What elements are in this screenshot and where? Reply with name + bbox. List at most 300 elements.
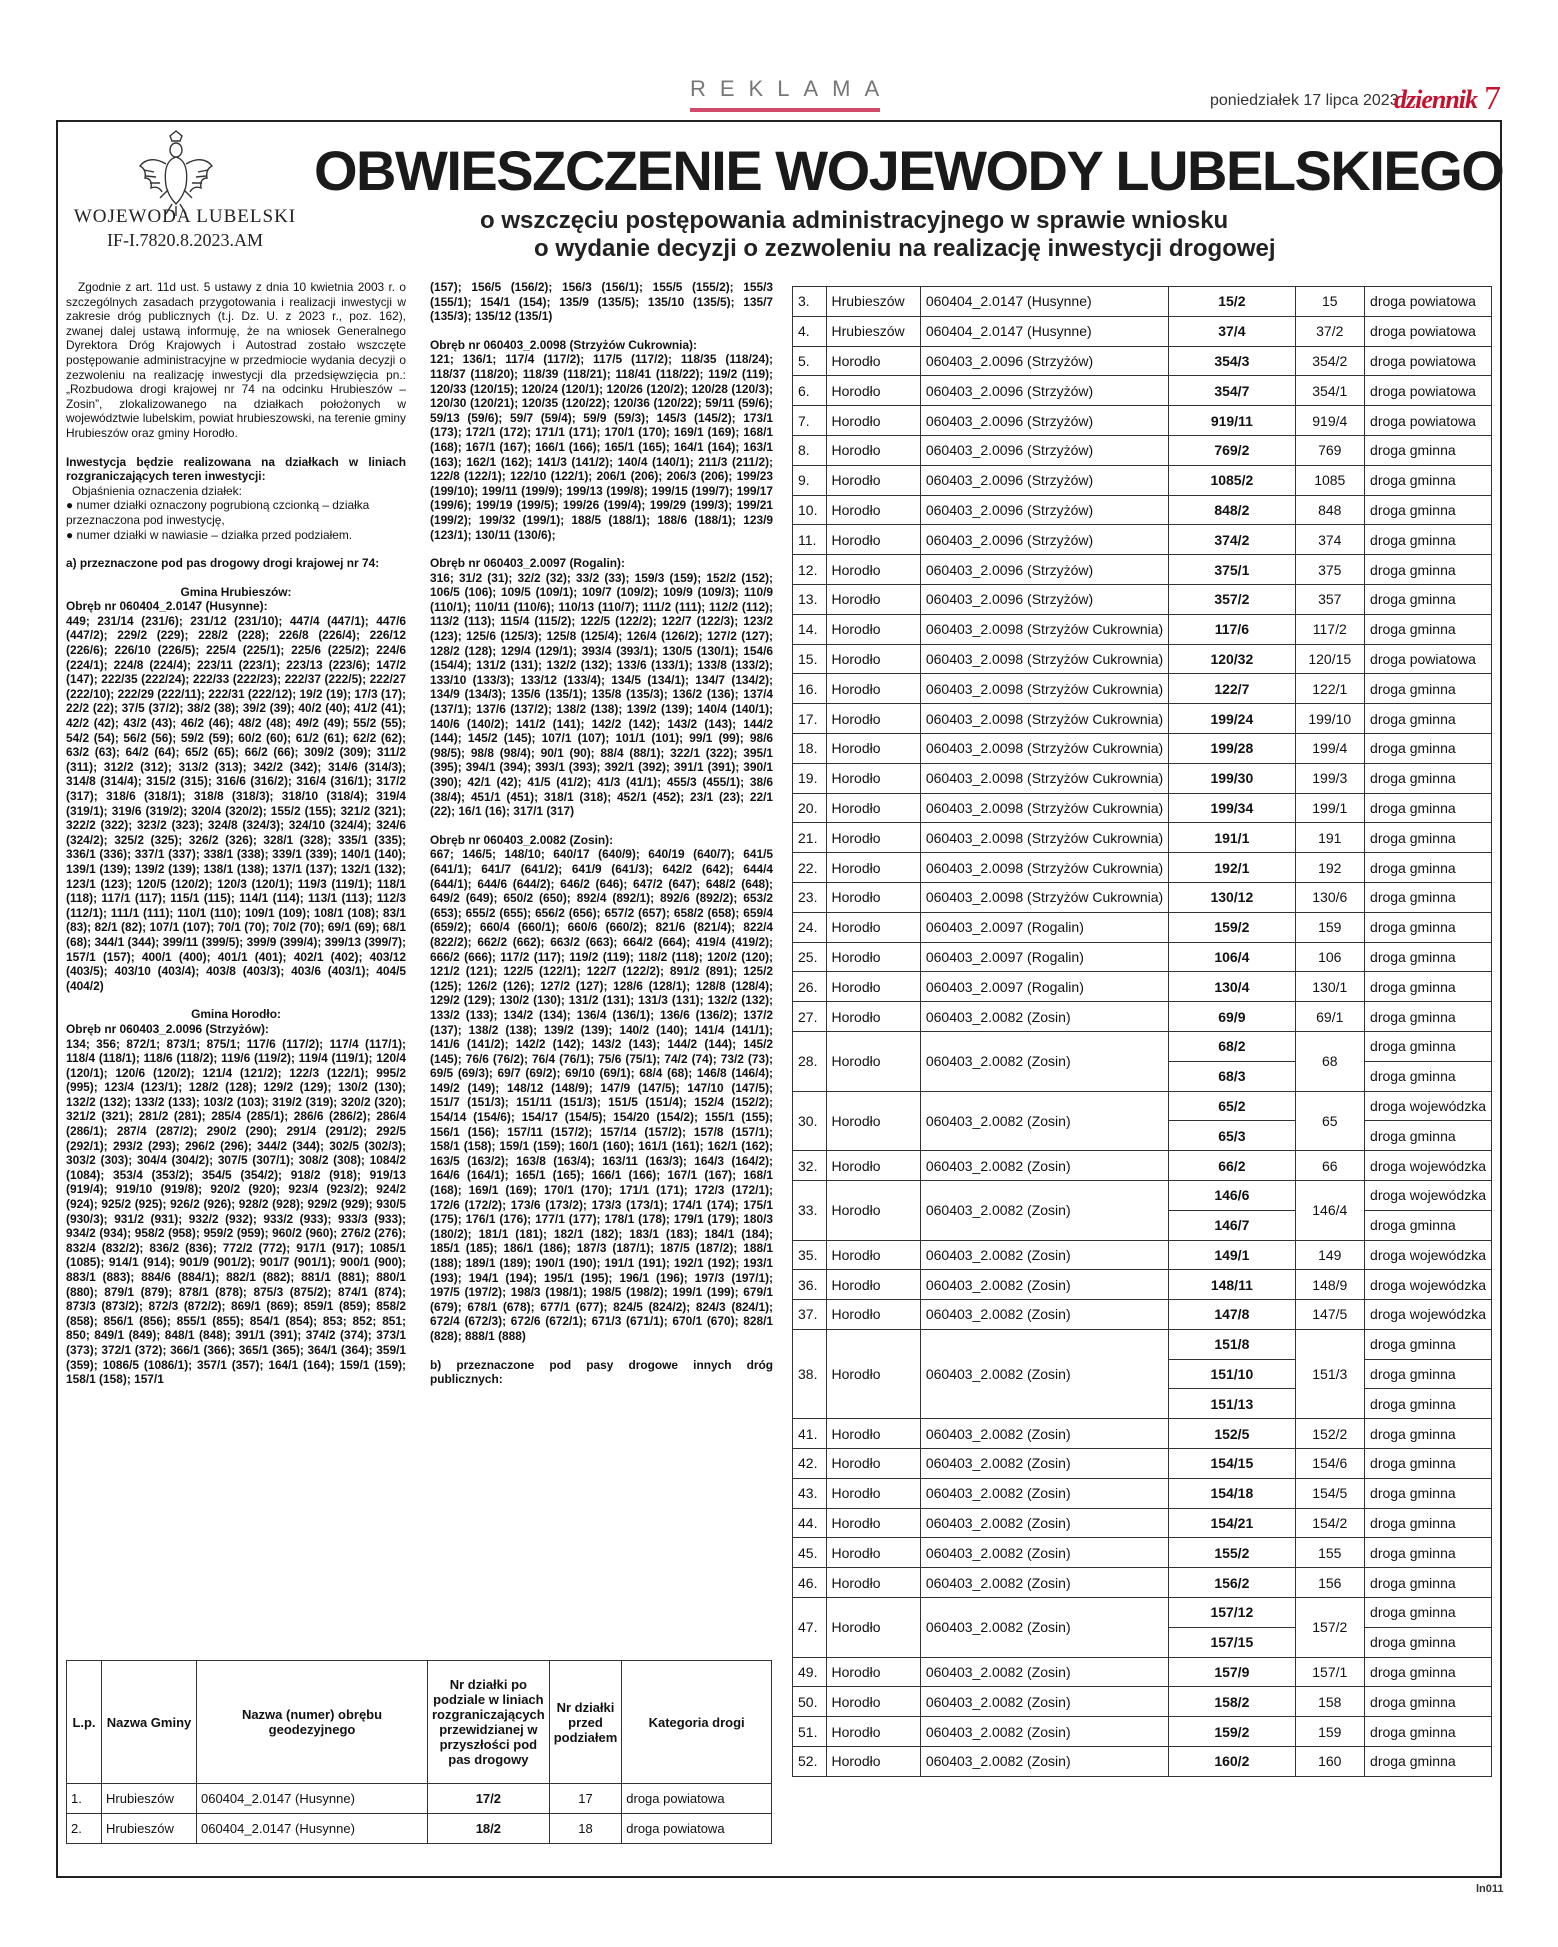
cell-lp: 14. bbox=[793, 614, 827, 644]
cell-obreb: 060403_2.0096 (Strzyżów) bbox=[920, 435, 1168, 465]
cell-nr-po: 192/1 bbox=[1169, 853, 1295, 883]
cell-nr-przed: 375 bbox=[1295, 555, 1365, 585]
cell-kategoria: droga gminna bbox=[1365, 882, 1492, 912]
cell-nr-przed: 191 bbox=[1295, 823, 1365, 853]
cell-nr-po: 117/6 bbox=[1169, 614, 1295, 644]
cell-kategoria: droga gminna bbox=[1365, 614, 1492, 644]
cell-nr-przed: 374 bbox=[1295, 525, 1365, 555]
cell-nr-przed: 154/5 bbox=[1295, 1478, 1365, 1508]
table-row bbox=[793, 376, 1492, 406]
cell-gmina: Horodło bbox=[826, 1478, 920, 1508]
invest-heading: Inwestycja będzie realizowana na działkach w liniach rozgraniczających teren inwestycji: bbox=[66, 454, 406, 484]
cell-nr-przed: 151/3 bbox=[1295, 1329, 1365, 1418]
page-header bbox=[0, 0, 1558, 118]
cell-nr-po: 66/2 bbox=[1169, 1151, 1295, 1181]
cell-gmina: Horodło bbox=[826, 346, 920, 376]
table-row bbox=[793, 406, 1492, 436]
cell-lp: 47. bbox=[793, 1598, 827, 1658]
cell-gmina: Horodło bbox=[826, 1657, 920, 1687]
cell-nr-przed: 152/2 bbox=[1295, 1419, 1365, 1449]
parcels-strzyzow-cukrownia: 121; 136/1; 117/4 (117/2); 117/5 (117/2); 118/35 (118/24); 118/37 (118/20); 118/39 (118/21); 118/41 (118/22); 119/2 (119); 120/33 (120/15); 120/24 (120/1); 120/26 (120/2); 120/28 (120/3); 120/30 (120/21); 120/35 (120/22); 120/36 (120/22); 59/11 (59/6); 59/13 (59/6); 59/7 (59/4); 59/9 (59/3); 145/3 (145/2); 173/1 (173); 172/1 (172); 171/1 (171); 170/1 (170); 169/1 (169); 168/1 (168); 167/1 (167); 166/1 (166); 165/1 (165); 164/1 (164); 163/1 (163); 162/1 (162); 141/3 (141/2); 140/4 (140/1); 211/3 (211/2); 122/8 (122/1); 122/10 (122/1); 206/1 (206); 206/3 (206); 199/23 (199/10); 199/11 (199/9); 199/13 (199/8); 199/15 (199/7); 199/17 (199/6); 199/19 (199/5); 199/26 (199/4); 199/29 (199/3); 199/21 (199/2); 199/32 (199/1); 188/5 (188/1); 188/6 (188/1); 123/9 (123/1); 130/11 (130/6); bbox=[430, 352, 773, 542]
cell-kategoria: droga gminna bbox=[1365, 1419, 1492, 1449]
cell-obreb: 060403_2.0098 (Strzyżów Cukrownia) bbox=[920, 614, 1168, 644]
cell-gmina: Horodło bbox=[826, 1747, 920, 1777]
table-row bbox=[793, 1657, 1492, 1687]
table-row bbox=[793, 1329, 1492, 1359]
cell-gmina: Hrubieszów bbox=[102, 1814, 197, 1844]
cell-nr-po: 68/2 bbox=[1169, 1031, 1295, 1061]
cell-obreb: 060403_2.0082 (Zosin) bbox=[920, 1478, 1168, 1508]
cell-nr-po: 156/2 bbox=[1169, 1568, 1295, 1598]
cell-kategoria: droga gminna bbox=[1365, 555, 1492, 585]
cell-lp: 21. bbox=[793, 823, 827, 853]
cell-nr-przed: 18 bbox=[549, 1814, 622, 1844]
cell-nr-przed: 154/6 bbox=[1295, 1449, 1365, 1479]
cell-nr-przed: 769 bbox=[1295, 435, 1365, 465]
cell-nr-po: 159/2 bbox=[1169, 1717, 1295, 1747]
table-row bbox=[793, 1002, 1492, 1032]
table-row bbox=[793, 465, 1492, 495]
cell-obreb: 060403_2.0096 (Strzyżów) bbox=[920, 346, 1168, 376]
notice-title: OBWIESZCZENIE WOJEWODY LUBELSKIEGO bbox=[314, 139, 1504, 202]
cell-lp: 41. bbox=[793, 1419, 827, 1449]
parcel-table-2 bbox=[792, 286, 1492, 1777]
cell-obreb: 060403_2.0096 (Strzyżów) bbox=[920, 525, 1168, 555]
cell-obreb: 060403_2.0082 (Zosin) bbox=[920, 1568, 1168, 1598]
cell-nr-po: 18/2 bbox=[428, 1814, 550, 1844]
cell-lp: 17. bbox=[793, 704, 827, 734]
cell-nr-po: 157/12 bbox=[1169, 1598, 1295, 1628]
cell-gmina: Horodło bbox=[826, 1091, 920, 1151]
cell-obreb: 060403_2.0097 (Rogalin) bbox=[920, 912, 1168, 942]
cell-nr-po: 130/12 bbox=[1169, 882, 1295, 912]
cell-obreb: 060403_2.0096 (Strzyżów) bbox=[920, 465, 1168, 495]
cell-kategoria: droga wojewódzka bbox=[1365, 1300, 1492, 1330]
cell-lp: 33. bbox=[793, 1180, 827, 1240]
cell-kategoria: droga gminna bbox=[1365, 1717, 1492, 1747]
cell-obreb: 060404_2.0147 (Husynne) bbox=[197, 1784, 428, 1814]
cell-lp: 27. bbox=[793, 1002, 827, 1032]
cell-gmina: Horodło bbox=[826, 823, 920, 853]
cell-nr-po: 199/24 bbox=[1169, 704, 1295, 734]
cell-nr-po: 68/3 bbox=[1169, 1061, 1295, 1091]
cell-obreb: 060403_2.0082 (Zosin) bbox=[920, 1717, 1168, 1747]
cell-gmina: Horodło bbox=[826, 704, 920, 734]
cell-lp: 22. bbox=[793, 853, 827, 883]
cell-kategoria: droga gminna bbox=[1365, 1002, 1492, 1032]
cell-obreb: 060403_2.0082 (Zosin) bbox=[920, 1091, 1168, 1151]
cell-kategoria: droga gminna bbox=[1365, 763, 1492, 793]
cell-nr-po: 191/1 bbox=[1169, 823, 1295, 853]
table-row bbox=[793, 793, 1492, 823]
cell-nr-przed: 1085 bbox=[1295, 465, 1365, 495]
cell-obreb: 060404_2.0147 (Husynne) bbox=[920, 316, 1168, 346]
cell-gmina: Horodło bbox=[826, 1717, 920, 1747]
cell-gmina: Horodło bbox=[826, 465, 920, 495]
cell-kategoria: droga gminna bbox=[1365, 1389, 1492, 1419]
parcels-zosin: 667; 146/5; 148/10; 640/17 (640/9); 640/19 (640/7); 641/5 (641/1); 641/7 (641/2); 641/9 (641/3); 642/2 (642); 644/4 (644/1); 644/6 (644/2); 646/2 (646); 647/2 (647); 648/2 (648); 649/2 (649); 650/2 (650); 892/4 (892/1); 892/6 (892/2); 653/2 (653); 655/2 (655); 656/2 (656); 657/2 (657); 658/2 (658); 659/4 (659/2); 660/4 (660/1); 660/6 (660/2); 821/6 (821/4); 822/4 (822/2); 662/2 (662); 663/2 (663); 664/2 (664); 419/4 (419/2); 666/2 (666); 117/2 (117); 119/2 (119); 118/2 (118); 120/2 (120); 121/2 (121); 122/5 (122/1); 122/7 (122/2); 891/2 (891); 125/2 (125); 126/2 (126); 127/2 (127); 128/6 (128/1); 128/8 (128/4); 129/2 (129); 130/2 (130); 131/2 (131); 131/3 (131); 132/2 (132); 133/2 (133); 134/2 (134); 136/4 (136/1); 136/6 (136/2); 137/2 (137); 138/2 (138); 139/2 (139); 140/2 (140); 141/4 (141/1); 141/6 (141/2); 142/2 (142); 143/2 (143); 144/2 (144); 145/2 (145); 76/6 (76/2); 76/4 (76/1); 75/6 (75/1); 74/2 (74); 73/2 (73); 69/5 (69/3); 69/7 (69/2); 69/10 (69/1); 68/4 (68); 146/8 (146/4); 149/2 (149); 148/12 (148/9); 147/9 (147/5); 147/10 (147/5); 151/7 (151/3); 151/11 (151/3); 151/5 (151/4); 152/4 (152/2); 154/14 (154/6); 154/17 (154/5); 154/20 (154/2); 155/1 (155); 156/1 (156); 157/11 (157/2); 157/14 (157/2); 157/8 (157/1); 158/1 (158); 159/1 (159); 160/1 (160); 161/1 (161); 162/1 (162); 163/5 (163/2); 163/8 (163/4); 163/11 (163/3); 164/3 (164/2); 164/6 (164/1); 165/1 (165); 166/1 (166); 167/1 (167); 168/1 (168); 169/1 (169); 170/1 (170); 171/1 (171); 172/3 (172/1); 172/6 (172/2); 173/6 (173/2); 173/3 (173/1); 174/1 (174); 175/1 (175); 176/1 (176); 177/1 (177); 178/1 (178); 179/1 (179); 180/3 (180/2); 181/1 (181); 182/1 (182); 183/1 (183); 184/1 (184); 185/1 (185); 186/1 (186); 187/3 (187/1); 187/5 (187/2); 188/1 (188); 189/1 (189); 190/1 (190); 191/1 (191); 192/1 (192); 193/1 (193); 194/1 (194); 195/1 (195); 196/1 (196); 197/3 (197/1); 197/5 (197/2); 198/3 (198/1); 198/5 (198/2); 199/1 (199); 679/1 (679); 678/1 (678); 677/1 (677); 824/5 (824/2); 824/3 (824/1); 672/4 (672/3); 672/6 (672/1); 671/3 (671/1); 670/1 (670); 828/1 (828); 888/1 (888) bbox=[430, 847, 773, 1343]
table-row bbox=[67, 1784, 772, 1814]
issue-date: poniedziałek 17 lipca 2023 bbox=[1210, 92, 1399, 109]
cell-lp: 23. bbox=[793, 882, 827, 912]
cell-kategoria: droga gminna bbox=[1365, 584, 1492, 614]
cell-obreb: 060403_2.0098 (Strzyżów Cukrownia) bbox=[920, 644, 1168, 674]
cell-lp: 46. bbox=[793, 1568, 827, 1598]
table-row bbox=[793, 912, 1492, 942]
table-row bbox=[793, 525, 1492, 555]
cell-kategoria: droga powiatowa bbox=[622, 1814, 772, 1844]
cell-nr-po: 65/2 bbox=[1169, 1091, 1295, 1121]
cell-kategoria: droga powiatowa bbox=[1365, 316, 1492, 346]
table-row bbox=[67, 1814, 772, 1844]
cell-gmina: Horodło bbox=[826, 1508, 920, 1538]
cell-lp: 30. bbox=[793, 1091, 827, 1151]
cell-kategoria: droga wojewódzka bbox=[1365, 1270, 1492, 1300]
cell-kategoria: droga gminna bbox=[1365, 1478, 1492, 1508]
table-row bbox=[793, 1598, 1492, 1628]
cell-lp: 2. bbox=[67, 1814, 102, 1844]
header-lp: L.p. bbox=[67, 1661, 102, 1784]
table-header-row bbox=[67, 1661, 772, 1784]
cell-obreb: 060403_2.0098 (Strzyżów Cukrownia) bbox=[920, 882, 1168, 912]
cell-nr-przed: 158 bbox=[1295, 1687, 1365, 1717]
cell-nr-po: 130/4 bbox=[1169, 972, 1295, 1002]
cell-nr-przed: 154/2 bbox=[1295, 1508, 1365, 1538]
page-number: 7 bbox=[1484, 80, 1501, 117]
table-row bbox=[793, 495, 1492, 525]
cell-lp: 52. bbox=[793, 1747, 827, 1777]
cell-obreb: 060404_2.0147 (Husynne) bbox=[920, 287, 1168, 317]
cell-nr-przed: 69/1 bbox=[1295, 1002, 1365, 1032]
parcels-husynne: 449; 231/14 (231/6); 231/12 (231/10); 447/4 (447/1); 447/6 (447/2); 229/2 (229); 228/2 (228); 226/8 (226/4); 226/12 (226/6); 226/10 (226/5); 225/4 (225/1); 225/6 (225/2); 224/6 (224/1); 224/8 (224/4); 223/11 (223/1); 223/13 (223/6); 147/2 (147); 222/35 (222/24); 222/33 (222/23); 222/37 (222/5); 222/27 (222/10); 222/29 (222/11); 222/31 (222/12); 19/2 (19); 17/3 (17); 22/2 (22); 37/5 (37/2); 38/2 (38); 39/2 (39); 40/2 (40); 41/2 (41); 42/2 (42); 43/2 (43); 46/2 (46); 48/2 (48); 49/2 (49); 55/2 (55); 54/2 (54); 56/2 (56); 59/2 (59); 60/2 (60); 61/2 (61); 62/2 (62); 63/2 (63); 64/2 (64); 65/2 (65); 66/2 (66); 309/2 (309); 311/2 (311); 312/2 (312); 313/2 (313); 342/2 (342); 314/6 (314/3); 314/8 (314/4); 315/2 (315); 316/6 (316/2); 316/4 (316/1); 317/2 (317); 318/6 (318/1); 318/8 (318/3); 318/10 (318/4); 319/4 (319/1); 319/6 (319/2); 320/4 (320/2); 155/2 (155); 321/2 (321); 322/2 (322); 323/2 (323); 324/8 (324/3); 324/10 (324/4); 324/6 (324/2); 325/2 (325); 326/2 (326); 328/1 (328); 335/1 (335); 336/1 (336); 337/1 (337); 338/1 (338); 339/1 (339); 140/1 (140); 139/1 (139); 139/2 (139); 138/1 (138); 137/1 (137); 132/1 (132); 123/1 (123); 120/5 (120/2); 120/3 (120/1); 119/3 (119/1); 118/1 (118); 117/1 (117); 115/1 (115); 114/1 (114); 113/1 (113); 112/3 (112/1); 111/1 (111); 110/1 (110); 109/1 (109); 108/1 (108); 83/1 (83); 82/1 (82); 107/1 (107); 70/1 (70); 70/2 (70); 69/1 (69); 68/1 (68); 344/1 (344); 399/11 (399/5); 399/9 (399/4); 399/13 (399/7); 157/1 (157); 400/1 (400); 401/1 (401); 402/1 (402); 403/12 (403/5); 403/10 (403/4); 403/8 (403/3); 403/6 (403/1); 404/5 (404/2) bbox=[66, 613, 406, 993]
cell-lp: 3. bbox=[793, 287, 827, 317]
cell-lp: 24. bbox=[793, 912, 827, 942]
table-row bbox=[793, 1419, 1492, 1449]
cell-kategoria: droga gminna bbox=[1365, 1627, 1492, 1657]
cell-kategoria: droga gminna bbox=[1365, 733, 1492, 763]
cell-obreb: 060403_2.0098 (Strzyżów Cukrownia) bbox=[920, 763, 1168, 793]
cell-nr-przed: 122/1 bbox=[1295, 674, 1365, 704]
cell-nr-po: 1085/2 bbox=[1169, 465, 1295, 495]
cell-nr-przed: 199/10 bbox=[1295, 704, 1365, 734]
cell-lp: 35. bbox=[793, 1240, 827, 1270]
table-row bbox=[793, 346, 1492, 376]
table-row bbox=[793, 1031, 1492, 1061]
cell-nr-po: 65/3 bbox=[1169, 1121, 1295, 1151]
cell-obreb: 060403_2.0082 (Zosin) bbox=[920, 1031, 1168, 1091]
table-row bbox=[793, 942, 1492, 972]
cell-nr-przed: 848 bbox=[1295, 495, 1365, 525]
header-kategoria: Kategoria drogi bbox=[622, 1661, 772, 1784]
cell-obreb: 060403_2.0096 (Strzyżów) bbox=[920, 495, 1168, 525]
case-signature: IF-I.7820.8.2023.AM bbox=[107, 230, 263, 250]
cell-nr-po: 146/6 bbox=[1169, 1180, 1295, 1210]
cell-lp: 10. bbox=[793, 495, 827, 525]
cell-lp: 8. bbox=[793, 435, 827, 465]
cell-gmina: Horodło bbox=[826, 972, 920, 1002]
cell-obreb: 060403_2.0082 (Zosin) bbox=[920, 1687, 1168, 1717]
cell-nr-po: 159/2 bbox=[1169, 912, 1295, 942]
cell-obreb: 060403_2.0082 (Zosin) bbox=[920, 1538, 1168, 1568]
obreb-zosin-heading: Obręb nr 060403_2.0082 (Zosin): bbox=[430, 832, 614, 847]
cell-nr-po: 354/3 bbox=[1169, 346, 1295, 376]
cell-gmina: Horodło bbox=[826, 882, 920, 912]
cell-kategoria: droga gminna bbox=[1365, 1687, 1492, 1717]
section-underline bbox=[690, 108, 880, 112]
cell-nr-przed: 160 bbox=[1295, 1747, 1365, 1777]
cell-gmina: Hrubieszów bbox=[826, 316, 920, 346]
cell-obreb: 060403_2.0082 (Zosin) bbox=[920, 1598, 1168, 1658]
cell-lp: 43. bbox=[793, 1478, 827, 1508]
cell-obreb: 060403_2.0082 (Zosin) bbox=[920, 1747, 1168, 1777]
header-nr-po: Nr działki po podziale w liniach rozgraniczających przewidzianej w przyszłości pod pas drogowy bbox=[428, 1661, 550, 1784]
cell-obreb: 060403_2.0097 (Rogalin) bbox=[920, 972, 1168, 1002]
cell-gmina: Horodło bbox=[826, 644, 920, 674]
cell-lp: 7. bbox=[793, 406, 827, 436]
cell-obreb: 060403_2.0098 (Strzyżów Cukrownia) bbox=[920, 704, 1168, 734]
cell-obreb: 060403_2.0082 (Zosin) bbox=[920, 1508, 1168, 1538]
cell-kategoria: droga gminna bbox=[1365, 972, 1492, 1002]
table-row bbox=[793, 704, 1492, 734]
cell-nr-po: 154/18 bbox=[1169, 1478, 1295, 1508]
cell-nr-przed: 149 bbox=[1295, 1240, 1365, 1270]
cell-obreb: 060403_2.0082 (Zosin) bbox=[920, 1657, 1168, 1687]
cell-nr-przed: 199/4 bbox=[1295, 733, 1365, 763]
table-row bbox=[793, 1717, 1492, 1747]
cell-kategoria: droga gminna bbox=[1365, 525, 1492, 555]
issuer-name: WOJEWODA LUBELSKI bbox=[73, 206, 297, 227]
table-row bbox=[793, 1478, 1492, 1508]
cell-obreb: 060403_2.0098 (Strzyżów Cukrownia) bbox=[920, 853, 1168, 883]
cell-gmina: Horodło bbox=[826, 1419, 920, 1449]
cell-kategoria: droga gminna bbox=[1365, 435, 1492, 465]
cell-kategoria: droga wojewódzka bbox=[1365, 1151, 1492, 1181]
cell-nr-przed: 37/2 bbox=[1295, 316, 1365, 346]
cell-nr-przed: 919/4 bbox=[1295, 406, 1365, 436]
gmina-horodlo-heading: Gmina Horodło: bbox=[191, 1007, 281, 1022]
cell-kategoria: droga powiatowa bbox=[1365, 346, 1492, 376]
cell-nr-po: 69/9 bbox=[1169, 1002, 1295, 1032]
cell-lp: 11. bbox=[793, 525, 827, 555]
gmina-hrubieszow-heading: Gmina Hrubieszów: bbox=[180, 584, 292, 599]
cell-lp: 49. bbox=[793, 1657, 827, 1687]
cell-nr-przed: 17 bbox=[549, 1784, 622, 1814]
table-row bbox=[793, 882, 1492, 912]
cell-obreb: 060403_2.0098 (Strzyżów Cukrownia) bbox=[920, 674, 1168, 704]
cell-gmina: Hrubieszów bbox=[826, 287, 920, 317]
cell-nr-po: 151/13 bbox=[1169, 1389, 1295, 1419]
cell-obreb: 060403_2.0082 (Zosin) bbox=[920, 1300, 1168, 1330]
cell-kategoria: droga gminna bbox=[1365, 912, 1492, 942]
section-a-heading: a) przeznaczone pod pas drogowy drogi krajowej nr 74: bbox=[66, 556, 380, 571]
cell-nr-po: 151/10 bbox=[1169, 1359, 1295, 1389]
cell-lp: 13. bbox=[793, 584, 827, 614]
cell-nr-po: 374/2 bbox=[1169, 525, 1295, 555]
cell-gmina: Horodło bbox=[826, 376, 920, 406]
cell-nr-po: 157/15 bbox=[1169, 1627, 1295, 1657]
cell-nr-po: 152/5 bbox=[1169, 1419, 1295, 1449]
text-column-2 bbox=[430, 280, 773, 1625]
cell-kategoria: droga gminna bbox=[1365, 1061, 1492, 1091]
text-column-1 bbox=[66, 280, 406, 1638]
cell-lp: 26. bbox=[793, 972, 827, 1002]
cell-lp: 25. bbox=[793, 942, 827, 972]
bullet-bracket: ● numer działki w nawiasie – działka przed podziałem. bbox=[66, 527, 353, 542]
cell-lp: 6. bbox=[793, 376, 827, 406]
newspaper-logo: dziennik bbox=[1394, 85, 1478, 114]
cell-obreb: 060403_2.0096 (Strzyżów) bbox=[920, 584, 1168, 614]
cell-nr-przed: 147/5 bbox=[1295, 1300, 1365, 1330]
explanation-heading: Objaśnienia oznaczenia działek: bbox=[72, 483, 242, 498]
cell-lp: 38. bbox=[793, 1329, 827, 1418]
cell-gmina: Horodło bbox=[826, 1151, 920, 1181]
cell-nr-przed: 156 bbox=[1295, 1568, 1365, 1598]
section-label: REKLAMA bbox=[690, 76, 894, 101]
cell-nr-po: 106/4 bbox=[1169, 942, 1295, 972]
cell-kategoria: droga gminna bbox=[1365, 1657, 1492, 1687]
cell-nr-przed: 199/3 bbox=[1295, 763, 1365, 793]
table-row bbox=[793, 1747, 1492, 1777]
cell-nr-przed: 159 bbox=[1295, 912, 1365, 942]
intro-paragraph: Zgodnie z art. 11d ust. 5 ustawy z dnia 10 kwietnia 2003 r. o szczególnych zasadach przygotowania i realizacji inwestycji w zakresie dróg publicznych (t.j. Dz. U. z 2023 r., poz. 162), zwanej dalej ustawą informuję, że na wniosek Generalnego Dyrektora Dróg Krajowych i Autostrad zostało wszczęte postępowanie administracyjne w przedmiocie wydania decyzji o zezwoleniu na realizację inwestycji dla przedsięwzięcia pn.: „Rozbudowa drogi krajowej nr 74 na odcinku Hrubieszów – Zosin”, zlokalizowanego na działkach położonych w województwie lubelskim, powiat hrubieszowski, na terenie gminy Hrubieszów oraz gminy Horodło. bbox=[66, 280, 406, 440]
cell-nr-po: 122/7 bbox=[1169, 674, 1295, 704]
obreb-rogalin-heading: Obręb nr 060403_2.0097 (Rogalin): bbox=[430, 556, 625, 571]
cell-kategoria: droga powiatowa bbox=[1365, 406, 1492, 436]
cell-kategoria: droga powiatowa bbox=[1365, 287, 1492, 317]
cell-nr-przed: 66 bbox=[1295, 1151, 1365, 1181]
cell-gmina: Hrubieszów bbox=[102, 1784, 197, 1814]
cell-nr-przed: 65 bbox=[1295, 1091, 1365, 1151]
cell-gmina: Horodło bbox=[826, 1300, 920, 1330]
cell-kategoria: droga gminna bbox=[1365, 1598, 1492, 1628]
cell-nr-po: 199/30 bbox=[1169, 763, 1295, 793]
cell-nr-po: 120/32 bbox=[1169, 644, 1295, 674]
bullet-bold: ● numer działki oznaczony pogrubioną czcionką – działka przeznaczona pod inwestycję, bbox=[66, 498, 370, 527]
obreb-husynne-heading: Obręb nr 060404_2.0147 (Husynne): bbox=[66, 599, 268, 614]
cell-nr-po: 154/21 bbox=[1169, 1508, 1295, 1538]
table-row bbox=[793, 316, 1492, 346]
notice-subtitle-2: o wydanie decyzji o zezwoleniu na realizację inwestycji drogowej bbox=[534, 235, 1276, 262]
cell-kategoria: droga gminna bbox=[1365, 823, 1492, 853]
cell-gmina: Horodło bbox=[826, 1270, 920, 1300]
cell-obreb: 060403_2.0082 (Zosin) bbox=[920, 1329, 1168, 1418]
cell-nr-po: 149/1 bbox=[1169, 1240, 1295, 1270]
cell-gmina: Horodło bbox=[826, 942, 920, 972]
cell-nr-po: 17/2 bbox=[428, 1784, 550, 1814]
table-row bbox=[793, 1687, 1492, 1717]
cell-gmina: Horodło bbox=[826, 435, 920, 465]
cell-obreb: 060403_2.0082 (Zosin) bbox=[920, 1180, 1168, 1240]
table-row bbox=[793, 555, 1492, 585]
cell-kategoria: droga gminna bbox=[1365, 1031, 1492, 1061]
notice-subtitle-1: o wszczęciu postępowania administracyjnego w sprawie wniosku bbox=[480, 207, 1229, 234]
cell-gmina: Horodło bbox=[826, 1568, 920, 1598]
cell-lp: 18. bbox=[793, 733, 827, 763]
cell-gmina: Horodło bbox=[826, 793, 920, 823]
parcels-rogalin: 316; 31/2 (31); 32/2 (32); 33/2 (33); 159/3 (159); 152/2 (152); 106/5 (106); 109/5 (109/1); 109/7 (109/2); 109/9 (109/3); 110/9 (110/1); 110/11 (110/6); 110/13 (110/7); 111/2 (111); 112/2 (112); 113/2 (113); 115/4 (115/2); 122/5 (122/2); 122/7 (122/3); 123/2 (123); 125/6 (125/3); 125/8 (125/4); 126/4 (126/2); 127/2 (127); 128/2 (128); 129/4 (129/1); 393/4 (393/1); 130/5 (130/1); 154/6 (154/4); 131/2 (131); 132/2 (132); 133/6 (133/1); 133/8 (133/2); 133/10 (133/3); 133/12 (133/4); 134/5 (134/1); 134/7 (134/2); 134/9 (134/3); 135/6 (135/1); 135/8 (135/3); 136/2 (136); 137/4 (137/1); 137/6 (137/2); 138/2 (138); 139/2 (139); 140/4 (140/1); 140/6 (140/2); 141/2 (141); 142/2 (142); 143/2 (143); 144/2 (144); 145/2 (145); 107/1 (107); 101/1 (101); 99/1 (99); 98/6 (98/5); 98/8 (98/4); 90/1 (90); 88/4 (88/1); 322/1 (322); 395/1 (395); 394/1 (394); 393/1 (393); 392/1 (392); 391/1 (391); 390/1 (390); 42/1 (42); 41/5 (41/2); 41/3 (41/1); 455/3 (455/1); 38/6 (38/4); 451/1 (451); 318/1 (318); 452/1 (452); 23/1 (23); 22/1 (22); 16/1 (16); 317/1 (317) bbox=[430, 570, 773, 819]
table-row bbox=[793, 674, 1492, 704]
cell-kategoria: droga gminna bbox=[1365, 1449, 1492, 1479]
cell-nr-po: 158/2 bbox=[1169, 1687, 1295, 1717]
cell-nr-po: 199/34 bbox=[1169, 793, 1295, 823]
cell-kategoria: droga gminna bbox=[1365, 1121, 1492, 1151]
parcels-strzyzow-cont: (157); 156/5 (156/2); 156/3 (156/1); 155/5 (155/2); 155/3 (155/1); 154/1 (154); 135/9 (135/5); 135/10 (135/5); 135/7 (135/3); 135/12 (135/1) bbox=[430, 280, 773, 324]
cell-gmina: Horodło bbox=[826, 674, 920, 704]
cell-nr-po: 37/4 bbox=[1169, 316, 1295, 346]
parcel-table-1 bbox=[66, 1660, 772, 1844]
cell-obreb: 060403_2.0096 (Strzyżów) bbox=[920, 376, 1168, 406]
cell-gmina: Horodło bbox=[826, 614, 920, 644]
cell-nr-po: 147/8 bbox=[1169, 1300, 1295, 1330]
cell-kategoria: droga wojewódzka bbox=[1365, 1180, 1492, 1210]
cell-nr-po: 199/28 bbox=[1169, 733, 1295, 763]
cell-kategoria: droga gminna bbox=[1365, 1329, 1492, 1359]
cell-gmina: Horodło bbox=[826, 1031, 920, 1091]
table-row bbox=[793, 1091, 1492, 1121]
cell-lp: 45. bbox=[793, 1538, 827, 1568]
cell-nr-przed: 157/1 bbox=[1295, 1657, 1365, 1687]
cell-nr-przed: 192 bbox=[1295, 853, 1365, 883]
footer-code: ln011 bbox=[1476, 1883, 1504, 1895]
cell-kategoria: droga gminna bbox=[1365, 495, 1492, 525]
cell-obreb: 060403_2.0082 (Zosin) bbox=[920, 1151, 1168, 1181]
cell-lp: 20. bbox=[793, 793, 827, 823]
cell-lp: 51. bbox=[793, 1717, 827, 1747]
cell-obreb: 060403_2.0082 (Zosin) bbox=[920, 1240, 1168, 1270]
cell-gmina: Horodło bbox=[826, 584, 920, 614]
table-row bbox=[793, 1568, 1492, 1598]
cell-kategoria: droga gminna bbox=[1365, 793, 1492, 823]
cell-obreb: 060403_2.0082 (Zosin) bbox=[920, 1449, 1168, 1479]
cell-gmina: Horodło bbox=[826, 912, 920, 942]
cell-nr-przed: 155 bbox=[1295, 1538, 1365, 1568]
header-nr-przed: Nr działki przed podziałem bbox=[549, 1661, 622, 1784]
cell-nr-po: 848/2 bbox=[1169, 495, 1295, 525]
table-row bbox=[793, 644, 1492, 674]
cell-nr-po: 354/7 bbox=[1169, 376, 1295, 406]
cell-lp: 44. bbox=[793, 1508, 827, 1538]
cell-nr-po: 375/1 bbox=[1169, 555, 1295, 585]
cell-lp: 28. bbox=[793, 1031, 827, 1091]
table-row bbox=[793, 1180, 1492, 1210]
cell-lp: 1. bbox=[67, 1784, 102, 1814]
cell-gmina: Horodło bbox=[826, 1538, 920, 1568]
cell-nr-przed: 354/2 bbox=[1295, 346, 1365, 376]
cell-kategoria: droga gminna bbox=[1365, 465, 1492, 495]
table-row bbox=[793, 823, 1492, 853]
cell-nr-przed: 117/2 bbox=[1295, 614, 1365, 644]
cell-obreb: 060403_2.0098 (Strzyżów Cukrownia) bbox=[920, 793, 1168, 823]
cell-kategoria: droga gminna bbox=[1365, 853, 1492, 883]
cell-nr-przed: 130/6 bbox=[1295, 882, 1365, 912]
cell-nr-przed: 146/4 bbox=[1295, 1180, 1365, 1240]
cell-kategoria: droga powiatowa bbox=[1365, 644, 1492, 674]
cell-kategoria: droga gminna bbox=[1365, 1747, 1492, 1777]
cell-lp: 19. bbox=[793, 763, 827, 793]
table-row bbox=[793, 853, 1492, 883]
obreb-strzyzow-cukrownia-heading: Obręb nr 060403_2.0098 (Strzyżów Cukrownia): bbox=[430, 337, 697, 352]
table-row bbox=[793, 584, 1492, 614]
cell-gmina: Horodło bbox=[826, 406, 920, 436]
cell-obreb: 060404_2.0147 (Husynne) bbox=[197, 1814, 428, 1844]
cell-kategoria: droga wojewódzka bbox=[1365, 1091, 1492, 1121]
cell-kategoria: droga gminna bbox=[1365, 704, 1492, 734]
cell-lp: 42. bbox=[793, 1449, 827, 1479]
cell-kategoria: droga gminna bbox=[1365, 1359, 1492, 1389]
cell-nr-przed: 130/1 bbox=[1295, 972, 1365, 1002]
section-b-heading: b) przeznaczone pod pasy drogowe innych dróg publicznych: bbox=[430, 1357, 773, 1387]
cell-lp: 5. bbox=[793, 346, 827, 376]
